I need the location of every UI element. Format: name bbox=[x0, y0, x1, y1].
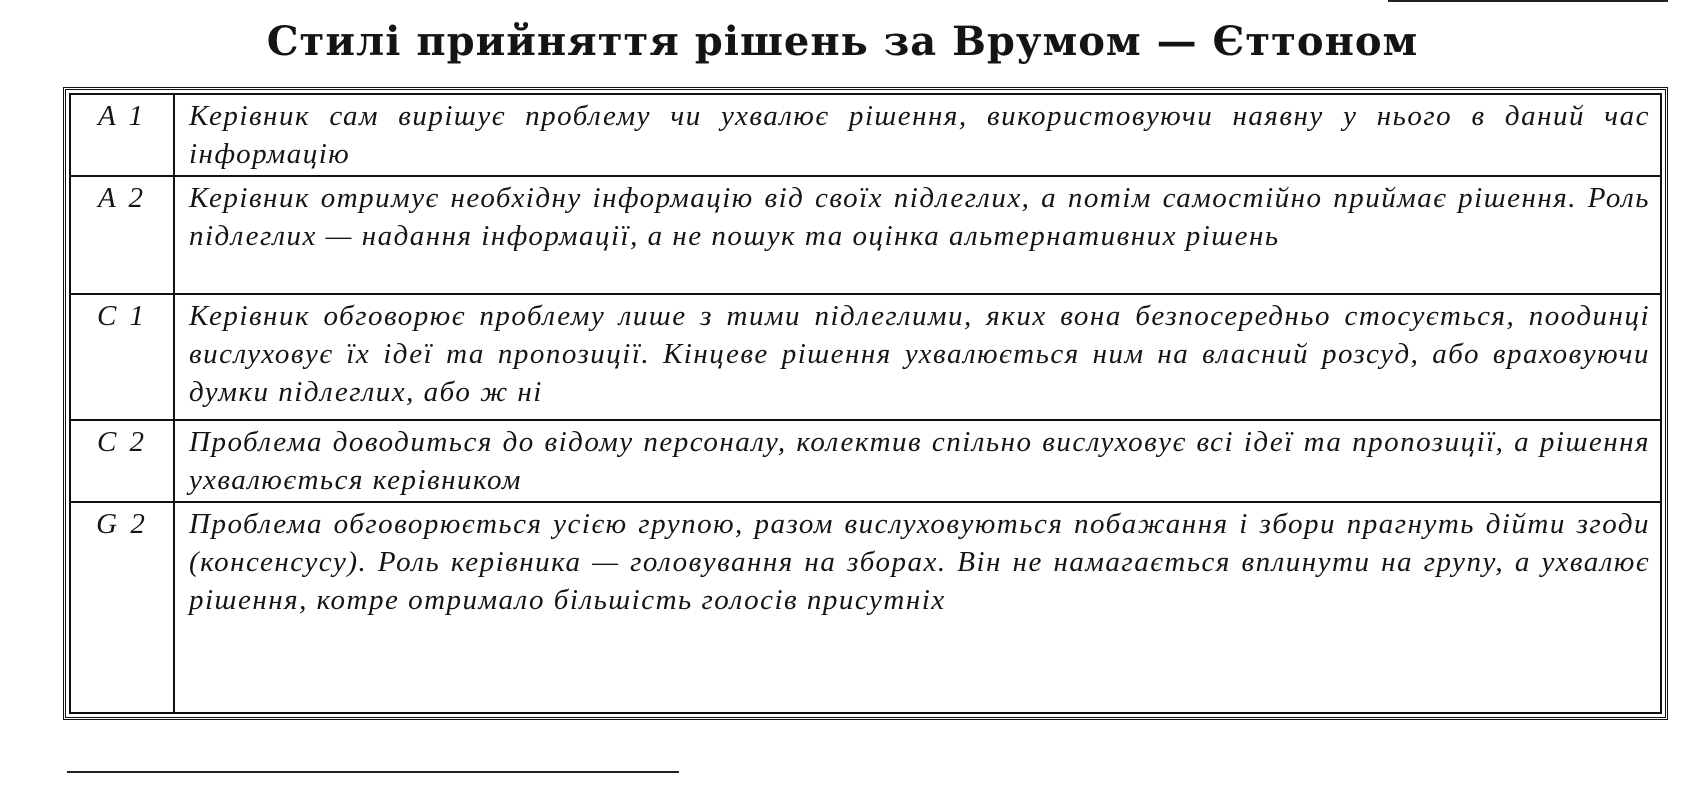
style-code-cell: A 1 bbox=[70, 94, 174, 176]
style-code-cell: G 2 bbox=[70, 502, 174, 713]
table-row bbox=[70, 294, 1661, 420]
style-description-cell: Керівник отримує необхідну інформацію від своїх підлеглих, а потім самостійно приймає рішення. Роль підлеглих — надання інформації, а не пошук та оцінка альтернативних рішень bbox=[174, 176, 1661, 294]
style-code-cell: A 2 bbox=[70, 176, 174, 294]
table-row bbox=[70, 420, 1661, 502]
top-rule bbox=[1388, 0, 1668, 2]
table-row bbox=[70, 502, 1661, 713]
style-code-cell: C 1 bbox=[70, 294, 174, 420]
style-description-cell: Проблема обговорюється усією групою, разом вислуховуються побажання і збори прагнуть дійти згоди (консенсусу). Роль керівника — головування на зборах. Він не намагається вплинути на групу, а ухвалює рішення, котре отримало більшість голосів присутніх bbox=[174, 502, 1661, 713]
style-description-cell: Керівник сам вирішує проблему чи ухвалює рішення, використовуючи наявну у нього в даний час інформацію bbox=[174, 94, 1661, 176]
table-row bbox=[70, 94, 1661, 176]
style-code-cell: C 2 bbox=[70, 420, 174, 502]
styles-table-frame bbox=[63, 87, 1668, 720]
footnote-rule bbox=[67, 771, 679, 773]
page-title: Стилі прийняття рішень за Врумом — Єттоном bbox=[266, 18, 1419, 65]
table-row bbox=[70, 176, 1661, 294]
decision-styles-table bbox=[69, 93, 1662, 714]
style-description-cell: Проблема доводиться до відому персоналу, колектив спільно вислуховує всі ідеї та пропозиції, а рішення ухвалюється керівником bbox=[174, 420, 1661, 502]
style-description-cell: Керівник обговорює проблему лише з тими підлеглими, яких вона безпосередньо стосується, поодинці вислуховує їх ідеї та пропозиції. Кінцеве рішення ухвалюється ним на власний розсуд, або враховуючи думки підлеглих, або ж ні bbox=[174, 294, 1661, 420]
